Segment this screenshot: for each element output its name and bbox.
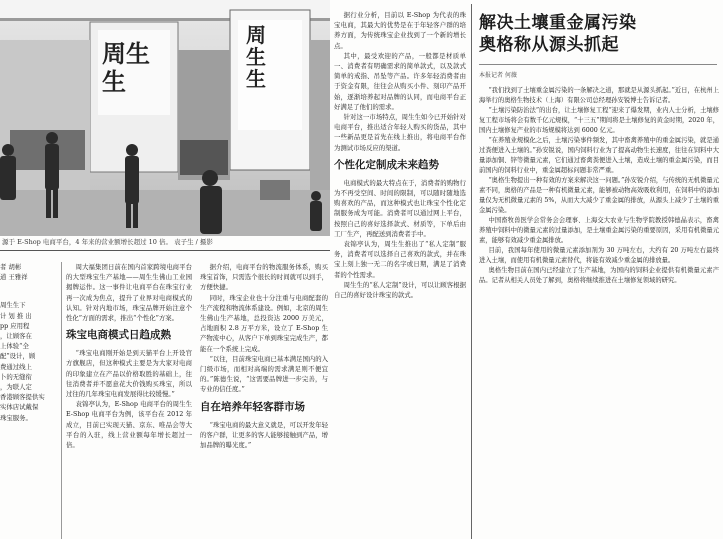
article-paragraph: “奥格生物提出一种有效的方案来解决这一问题。”孙安锐介绍，与传统的无机微量元素不同，奥格的产品是一种有机微量元素，能够被动物高效吸收利用，在饲料中的添加量仅为无机微量元素的 5%，从而大大减少了重金属的排放，从源头上减少了土壤的重金属污染。 (479, 177, 719, 214)
divider (0, 250, 330, 251)
left-stub-lines (0, 300, 58, 422)
section-heading: 珠宝电商模式日趋成熟 (66, 329, 171, 342)
left-stub-column (0, 262, 58, 423)
photo-caption: 源于 E-Shop 电商平台，4 年来的营业额增长超过 10 倍。 袁子生 / 摄影 (2, 238, 213, 246)
left-stub-line: 实体店试戴保 (0, 403, 39, 412)
store-sign-left: 周生生 (102, 40, 150, 96)
paragraph: “珠宝电商的最大意义就是，可以开发年轻的客户群，让更多的客人能够接触到产品，增加品牌的曝光度。” (200, 420, 328, 450)
paragraph: 袁锦亭认为，E-Shop 电商平台的周生生 E-Shop 电商平台为例，该平台在 2012 年成立，目前已实现天猫、京东、唯品会等大平台的入驻，线上营业额每年增长超过一倍。 (66, 400, 192, 450)
article-column-3 (334, 10, 466, 539)
left-stub-line: 上体验“全 (0, 342, 29, 351)
left-stub-line: 香港顾客提供实 (0, 393, 45, 402)
left-stub-line: 配”设计，顾 (0, 352, 36, 361)
article-paragraph: 中国畜牧兽医学会常务会会理事、上海交大农业与生物学院教授韩德晶表示，畜禽养殖中饲料中的微量元素的过量添加，是土壤重金属污染的重要原因，采用有机微量元素，能够有效减少重金属排放。 (479, 217, 719, 244)
left-stub-line: ，为联人定 (0, 383, 32, 392)
paragraph: 同时，珠宝企业也十分注重与电商配套的生产流程和物流体系建设。例如，北京的周生生佛山生产基地，总投资达 2000 万美元，占地面积 2.8 万平方米，设立了 E-Shop 生产物流中心，从客户下单到珠宝完成生产，都能在一个系统上完成。 (200, 293, 328, 353)
article-paragraph: “在养殖业规模化之后，土壤污染事件频发，其中畜禽养殖中的重金属污染，就是通过粪便进入土壤的。”孙安锐说，国内饲料行业为了提高动物生长速度，往往在饲料中大量添加铜、锌等微量元素，它们通过畜禽粪便进入土壤，造成土壤的重金属污染，而目前国内的饲料行业中，重金属超标问题非常严重。 (479, 137, 719, 174)
article-paragraph: “我们找到了土壤重金属污染的一条解决之道，那就是从源头抓起。”近日，在杭州上海举行的奥格生物技术（上海）有限公司总经理孙安锐博士告诉记者。 (479, 87, 719, 104)
article-column-1 (66, 262, 192, 539)
paragraph: 据行业分析，目前以 E-Shop 为代表的珠宝电商，其最大的优势是在于年轻客户群的培养方面，为传统珠宝企业找到了一个新的增长点。 (334, 11, 466, 50)
left-stub-line: 计 划 推 出 (0, 311, 32, 320)
article-paragraph: 目前，我国每年使用的微量元素添加剂为 30 万吨左右，大约有 20 万吨左右最终进入土壤，而使用有机微量元素替代，将能有效减少重金属的排放量。 (479, 247, 719, 264)
section-heading: 个性化定制成未来趋势 (334, 158, 439, 171)
section-heading: 自在培养年轻客群市场 (200, 400, 305, 413)
paragraph: 电商模式的最大特点在于，消费者的购物行为不再受空间、时间的限制，可以随时随地选购喜欢的产品，而这种模式也让珠宝个性化定制服务成为可能。消费者可以通过网上平台，按照自己的喜好选择款式、材质等，下单后由工厂生产，再配送到消费者手中。 (334, 178, 466, 238)
store-sign-right: 周生生 (246, 24, 266, 91)
store-photo (0, 0, 330, 236)
left-stub-byline: 者 胡彬 道 王雅祥 (0, 263, 28, 282)
article-column-2 (200, 262, 328, 539)
left-stub-line: ，让顾客在 (0, 332, 32, 341)
paragraph: 其中，最受欢迎的产品，一般都是材质单一、消费者有明确需求的简单款式，以及款式简单的戒指、吊坠等产品。许多年轻消费者由于资金有限，往往会从购买小件、刻印产品开始，逐渐培养起对品牌的认同，而电商平台正好满足了他们的需求。 (334, 51, 466, 111)
article-paragraph: 奥格生物目前在国内已经建立了生产基地，为国内的饲料企业提供有机微量元素产品。记者从相关人员处了解到，奥格将继续推进在土壤修复领域的研究。 (479, 267, 719, 284)
paragraph: 据介绍，电商平台的物流服务体系，购买珠宝首饰，只需选个很长的时间就可以到手，方便快捷。 (200, 263, 328, 292)
article-title-line-1: 解决土壤重金属污染 (479, 13, 637, 33)
paragraph: 周大福集团日前在国内首家跨境电商平台的大型珠宝生产基地——周生生佛山工业园揭牌运作。这一事件让电商平台在珠宝行业再一次成为焦点，提升了业界对电商模式的认知。针对内地市场，珠宝品牌开始注意个性化”方面的需求，推出“个性化”方案。 (66, 263, 192, 323)
paragraph: “以往，目前珠宝电商已基本满足国内的入门级市场，而相对高端的需求满足则不便宜的。”陈德生说，“这需要品牌进一步完善，与专业的信任度。” (200, 354, 328, 394)
article-paragraph: “土壤污染防治法”的出台，让土壤修复工程“迎来了爆发期，业内人士分析，土壤修复工程市场将会有数千亿元规模，“十三五”期间将是土壤修复的黄金时期，2020 年，国内土壤修复产业的市场规模将达到 6000 亿元。 (479, 107, 719, 134)
article-byline: 本报记者 何薇 (479, 72, 517, 79)
article-divider (471, 4, 472, 539)
paragraph: 周生生的“私人定制”设计，可以让顾客根据自己的喜好设计珠宝的款式。 (334, 280, 466, 300)
left-stub-line: 卜的无缝衔 (0, 372, 32, 381)
paragraph: “珠宝电商刚开始是到天猫平台上开设官方旗舰店，但这种模式主要是为大家对电商的印象建立在产品以价格取胜的基础上，往往消费者并不愿意花大价钱购买珠宝，所以过往的几年珠宝电商发展得比较缓慢。” (66, 349, 192, 399)
left-stub-line: 珠宝服务。 (0, 413, 32, 422)
paragraph: 针对这一市场特点，周生生如今已开始针对电商平台，推出适合年轻人购买的货品，其中一些新品更是首先在线上推出，将电商平台作为测试市场反应的渠道。 (334, 113, 466, 152)
left-stub-line: 费通过线上 (0, 362, 32, 371)
left-stub-line: 周生生下 (0, 301, 26, 310)
article-title-line-2: 奥格称从源头抓起 (479, 35, 619, 55)
title-underline (479, 64, 717, 65)
article-title (479, 12, 719, 56)
article-body (479, 86, 719, 539)
paragraph: 袁锦亭认为，周生生推出了“私人定制”服务，消费者可以选择自己喜欢的款式，并在珠宝上刻上独一无二的名字或日期，满足了消费者的个性需求。 (334, 240, 466, 279)
column-divider (61, 262, 62, 539)
store-photo-illustration (0, 0, 330, 236)
left-stub-line: pp 应用程 (0, 321, 30, 330)
